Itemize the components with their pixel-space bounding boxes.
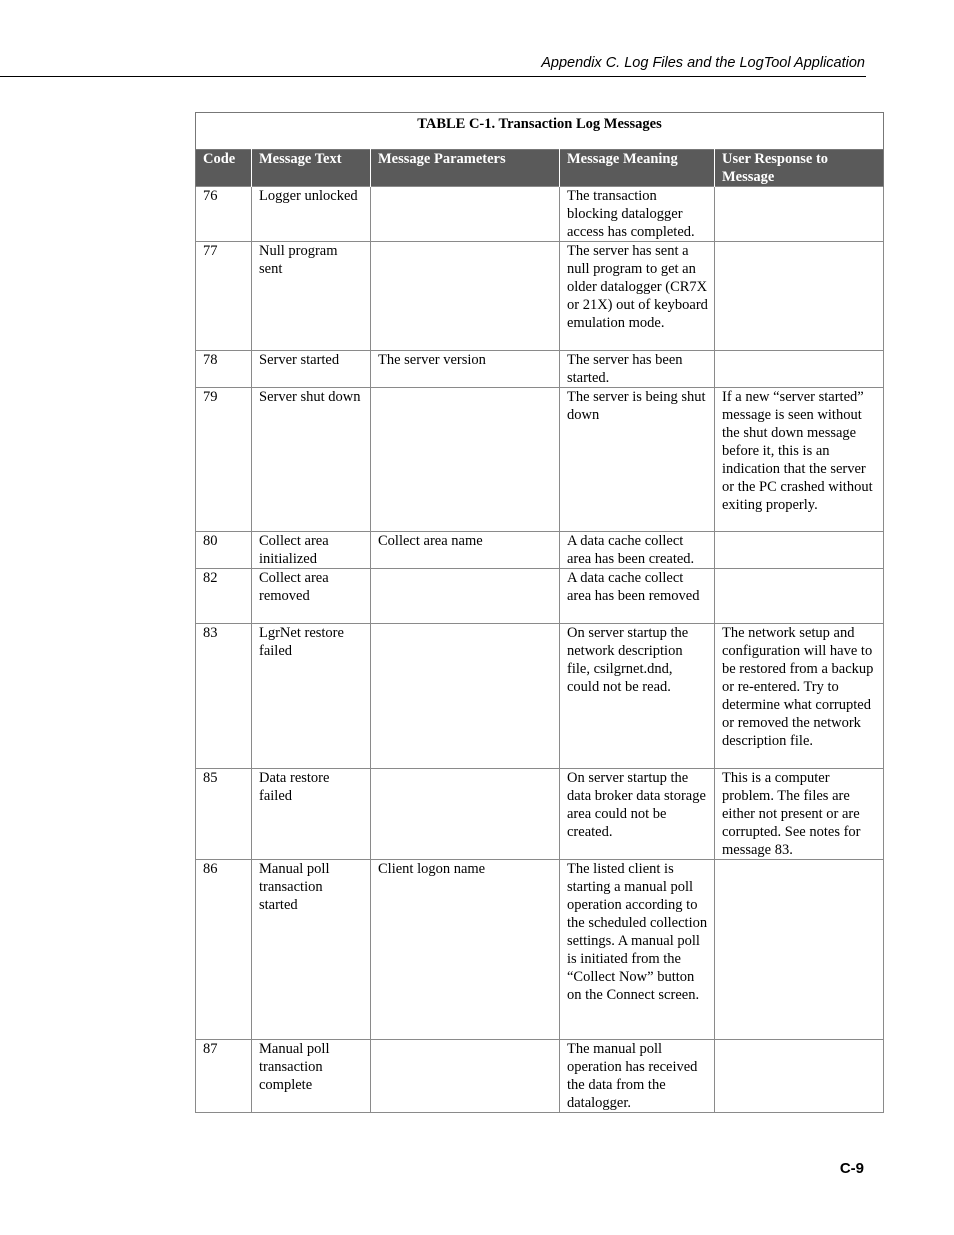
table-row (196, 769, 884, 860)
cell-message-text: Manual poll transaction complete (252, 1040, 371, 1113)
table-row (196, 569, 884, 624)
cell-message-parameters: Collect area name (371, 532, 560, 569)
table-header-row (196, 150, 884, 187)
cell-message-meaning: A data cache collect area has been created. (560, 532, 715, 569)
running-header: Appendix C. Log Files and the LogTool Application (541, 55, 865, 71)
cell-message-parameters: The server version (371, 351, 560, 388)
table-row (196, 532, 884, 569)
cell-code: 82 (196, 569, 252, 624)
cell-message-text: LgrNet restore failed (252, 624, 371, 769)
cell-code: 85 (196, 769, 252, 860)
cell-code: 78 (196, 351, 252, 388)
cell-message-text: Manual poll transaction started (252, 860, 371, 1040)
cell-message-parameters (371, 187, 560, 242)
column-header-message-meaning: Message Meaning (560, 150, 715, 187)
cell-code: 86 (196, 860, 252, 1040)
cell-user-response (715, 187, 884, 242)
table-row (196, 860, 884, 1040)
cell-message-parameters (371, 569, 560, 624)
cell-message-meaning: The transaction blocking datalogger access has completed. (560, 187, 715, 242)
cell-user-response (715, 569, 884, 624)
cell-message-meaning: The manual poll operation has received the data from the datalogger. (560, 1040, 715, 1113)
cell-message-parameters (371, 769, 560, 860)
cell-message-meaning: The server is being shut down (560, 388, 715, 532)
column-header-user-response: User Response to Message (715, 150, 884, 187)
table-row (196, 624, 884, 769)
cell-user-response (715, 860, 884, 1040)
column-header-code: Code (196, 150, 252, 187)
header-rule (0, 76, 866, 77)
table-row (196, 242, 884, 351)
cell-message-text: Server shut down (252, 388, 371, 532)
cell-message-meaning: The listed client is starting a manual poll operation according to the scheduled collection settings. A manual poll is initiated from the “Collect Now” button on the Connect screen. (560, 860, 715, 1040)
column-header-message-parameters: Message Parameters (371, 150, 560, 187)
cell-message-text: Server started (252, 351, 371, 388)
cell-message-parameters (371, 242, 560, 351)
transaction-log-table (195, 112, 884, 1113)
cell-code: 83 (196, 624, 252, 769)
cell-message-meaning: The server has been started. (560, 351, 715, 388)
cell-message-text: Collect area removed (252, 569, 371, 624)
cell-user-response (715, 242, 884, 351)
column-header-message-text: Message Text (252, 150, 371, 187)
cell-message-meaning: On server startup the data broker data storage area could not be created. (560, 769, 715, 860)
page-number: C-9 (839, 1160, 864, 1177)
cell-message-meaning: The server has sent a null program to get an older datalogger (CR7X or 21X) out of keyboard emulation mode. (560, 242, 715, 351)
table-row (196, 351, 884, 388)
cell-message-text: Collect area initialized (252, 532, 371, 569)
table-row (196, 187, 884, 242)
cell-message-parameters (371, 624, 560, 769)
cell-message-text: Null program sent (252, 242, 371, 351)
cell-user-response (715, 1040, 884, 1113)
cell-message-meaning: On server startup the network description file, csilgrnet.dnd, could not be read. (560, 624, 715, 769)
cell-user-response (715, 532, 884, 569)
cell-code: 87 (196, 1040, 252, 1113)
cell-message-parameters: Client logon name (371, 860, 560, 1040)
cell-code: 80 (196, 532, 252, 569)
cell-code: 77 (196, 242, 252, 351)
transaction-log-table-container (195, 112, 883, 1113)
cell-message-text: Logger unlocked (252, 187, 371, 242)
table-row (196, 388, 884, 532)
cell-message-meaning: A data cache collect area has been removed (560, 569, 715, 624)
cell-user-response: The network setup and configuration will have to be restored from a backup or re-entered. Try to determine what corrupted or removed the network description file. (715, 624, 884, 769)
cell-user-response (715, 351, 884, 388)
cell-code: 79 (196, 388, 252, 532)
cell-user-response: This is a computer problem. The files are either not present or are corrupted. See notes for message 83. (715, 769, 884, 860)
table-row (196, 1040, 884, 1113)
table-caption: TABLE C-1. Transaction Log Messages (195, 112, 884, 149)
cell-code: 76 (196, 187, 252, 242)
cell-user-response: If a new “server started” message is seen without the shut down message before it, this is an indication that the server or the PC crashed without exiting properly. (715, 388, 884, 532)
cell-message-parameters (371, 388, 560, 532)
cell-message-parameters (371, 1040, 560, 1113)
cell-message-text: Data restore failed (252, 769, 371, 860)
